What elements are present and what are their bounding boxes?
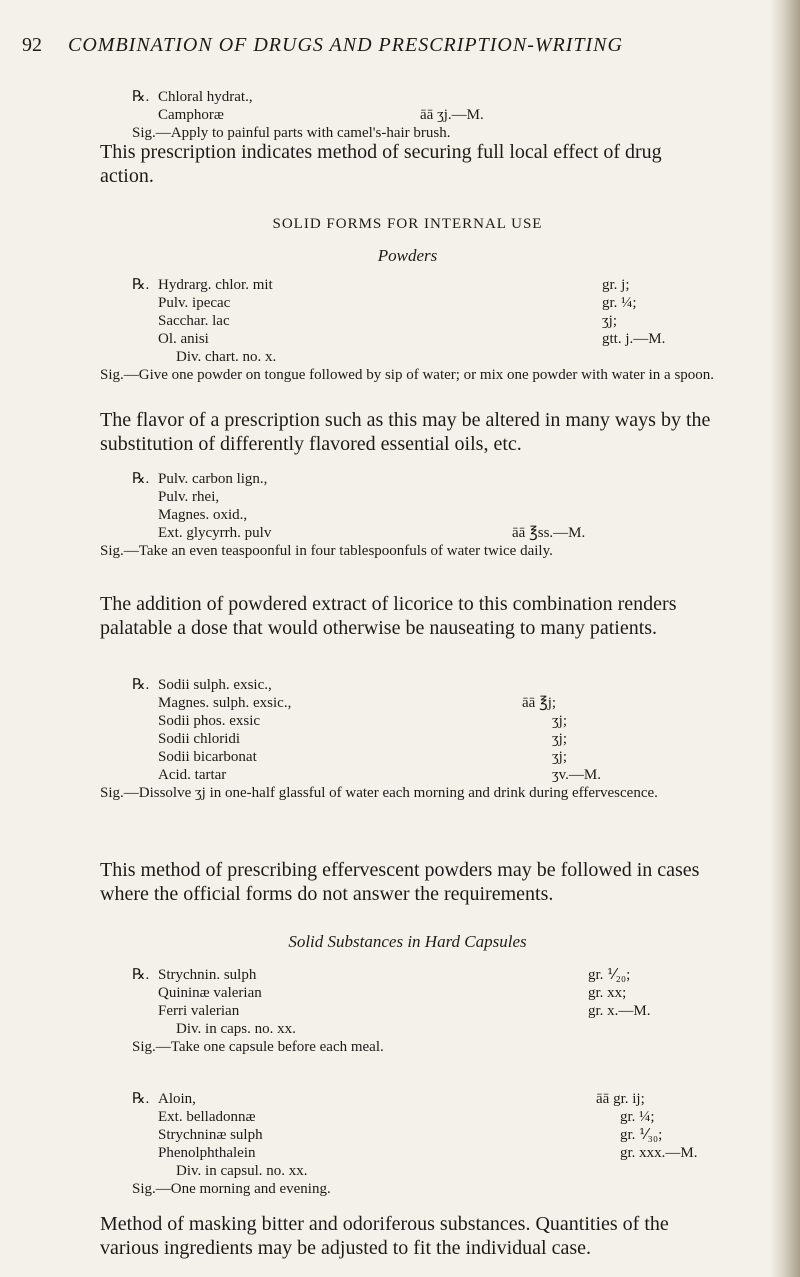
ingredient-quantity: ʒj;: [552, 731, 567, 747]
rx-line: [132, 748, 772, 766]
rx-line: [132, 506, 772, 524]
ingredient: Sodii phos. exsic: [158, 713, 261, 729]
prescription-charcoal: [100, 470, 772, 560]
section-heading: SOLID FORMS FOR INTERNAL USE: [272, 216, 543, 232]
rx-line: [132, 470, 772, 488]
prescription-powders: [100, 276, 772, 384]
ingredient: Sodii sulph. exsic.,: [158, 677, 272, 693]
rx-line: [132, 1020, 772, 1038]
ingredient: Chloral hydrat.,: [158, 89, 253, 105]
rx-line: [132, 524, 772, 542]
rx-line: [132, 1108, 772, 1126]
ingredient: Strychnin. sulph: [158, 967, 257, 983]
prescription-effervescent: [100, 676, 772, 802]
rx-line: [132, 330, 772, 348]
ingredient: Ext. belladonnæ: [158, 1109, 256, 1125]
paragraph-flavor: The flavor of a prescription such as this may be altered in many ways by the substitution of differently flavored essential oils, etc.: [100, 409, 711, 455]
rx-line: [132, 694, 772, 712]
rx-line: [132, 312, 772, 330]
rx-symbol: ℞.: [132, 471, 150, 487]
rx-line: [132, 730, 772, 748]
ingredient: Ol. anisi: [158, 331, 209, 347]
ingredient: Phenolphthalein: [158, 1145, 256, 1161]
page-header: [22, 34, 750, 58]
signa: Sig.—Give one powder on tongue followed by sip of water; or mix one powder with water in a spoon.: [100, 367, 715, 383]
rx-symbol: ℞.: [132, 1091, 150, 1107]
signa: Sig.—One morning and evening.: [132, 1181, 331, 1197]
page-number: 92: [22, 34, 42, 56]
running-title: COMBINATION OF DRUGS AND PRESCRIPTION-WRITING: [68, 34, 623, 56]
signa: Sig.—Apply to painful parts with camel's-hair brush.: [132, 125, 451, 141]
signa: Sig.—Take an even teaspoonful in four tablespoonfuls of water twice daily.: [100, 543, 553, 559]
subheading-capsules: Solid Substances in Hard Capsules: [288, 932, 527, 951]
rx-line: [132, 984, 772, 1002]
rx-symbol: ℞.: [132, 967, 150, 983]
rx-line: [132, 1144, 772, 1162]
rx-line: [132, 488, 772, 506]
ingredient-quantity: ʒj;: [552, 749, 567, 765]
ingredient: Ext. glycyrrh. pulv: [158, 525, 272, 541]
ingredient-quantity: āā gr. ij;: [596, 1091, 645, 1107]
ingredient: Pulv. carbon lign.,: [158, 471, 268, 487]
prescription-strychnine-capsules: [132, 966, 772, 1056]
ingredient-quantity: ʒv.—M.: [552, 767, 602, 783]
ingredient: Sodii bicarbonat: [158, 749, 257, 765]
rx-line: [132, 88, 692, 106]
ingredient-quantity: gr. ¼;: [620, 1109, 655, 1125]
ingredient-quantity: gr. ¼;: [602, 295, 637, 311]
rx-symbol: ℞.: [132, 89, 150, 105]
rx-line: [132, 276, 772, 294]
ingredient-quantity: ʒj;: [602, 313, 617, 329]
ingredient: Quininæ valerian: [158, 985, 262, 1001]
ingredient: Sodii chloridi: [158, 731, 241, 747]
ingredient-quantity: ʒj;: [552, 713, 567, 729]
rx-symbol: ℞.: [132, 677, 150, 693]
ingredient: Sacchar. lac: [158, 313, 230, 329]
ingredient: Strychninæ sulph: [158, 1127, 263, 1143]
division-instruction: Div. in caps. no. xx.: [176, 1021, 296, 1037]
rx-line: [132, 1002, 772, 1020]
ingredient: Aloin,: [158, 1091, 196, 1107]
rx-line: [132, 106, 692, 124]
ingredient: Ferri valerian: [158, 1003, 240, 1019]
prescription-aloin-capsules: [132, 1090, 772, 1198]
ingredient: Magnes. sulph. exsic.,: [158, 695, 292, 711]
rx-line: [132, 294, 772, 312]
ingredient: Hydrarg. chlor. mit: [158, 277, 273, 293]
rx-line: [132, 966, 772, 984]
paragraph-local-effect: This prescription indicates method of securing full local effect of drug action.: [100, 141, 662, 187]
ingredient: Pulv. ipecac: [158, 295, 231, 311]
division-instruction: Div. in capsul. no. xx.: [176, 1163, 308, 1179]
subheading-powders: Powders: [377, 246, 438, 265]
ingredient: Magnes. oxid.,: [158, 507, 248, 523]
ingredient-quantity: āā ʒj.—M.: [420, 107, 484, 123]
ingredient-quantity: āā ℥ss.—M.: [512, 525, 586, 541]
ingredient-quantity: gr. x.—M.: [588, 1003, 651, 1019]
rx-line: [132, 1162, 772, 1180]
rx-line: [132, 348, 772, 366]
prescription-chloral: [132, 88, 692, 142]
rx-line: [132, 1126, 772, 1144]
ingredient-quantity: āā ℥j;: [522, 695, 557, 711]
ingredient-quantity: gr. ⅟₂₀;: [588, 967, 631, 983]
division-instruction: Div. chart. no. x.: [176, 349, 277, 365]
ingredient-quantity: gr. xx;: [588, 985, 627, 1001]
rx-line: [132, 712, 772, 730]
book-spine-shadow: [770, 0, 800, 1277]
rx-line: [132, 676, 772, 694]
ingredient: Pulv. rhei,: [158, 489, 220, 505]
paragraph-effervescent: This method of prescribing effervescent powders may be followed in cases where the official forms do not answer the requirements.: [100, 859, 700, 905]
rx-symbol: ℞.: [132, 277, 150, 293]
signa: Sig.—Take one capsule before each meal.: [132, 1039, 384, 1055]
signa: Sig.—Dissolve ʒj in one-half glassful of water each morning and drink during effervescence.: [100, 785, 658, 801]
paragraph-masking: Method of masking bitter and odoriferous substances. Quantities of the various ingredients may be adjusted to fit the individual case.: [100, 1213, 669, 1259]
paragraph-licorice: The addition of powdered extract of licorice to this combination renders palatable a dose that would otherwise be nauseating to many patients.: [100, 593, 677, 639]
rx-line: [132, 766, 772, 784]
ingredient-quantity: gr. ⅟₃₀;: [620, 1127, 663, 1143]
ingredient-quantity: gr. j;: [602, 277, 630, 293]
ingredient-quantity: gtt. j.—M.: [602, 331, 666, 347]
ingredient: Acid. tartar: [158, 767, 227, 783]
ingredient: Camphoræ: [158, 107, 224, 123]
rx-line: [132, 1090, 772, 1108]
ingredient-quantity: gr. xxx.—M.: [620, 1145, 698, 1161]
